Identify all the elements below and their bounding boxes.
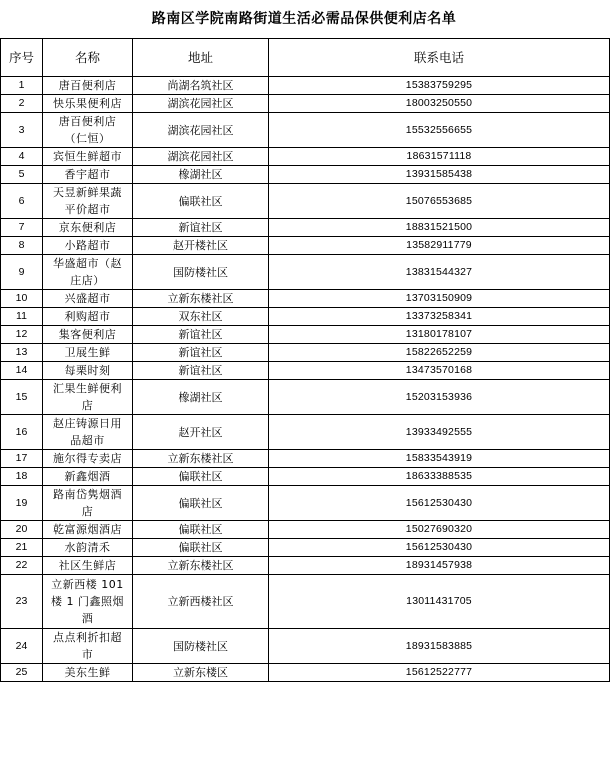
cell-name-line: （仁恒） (64, 132, 111, 145)
cell-address: 新谊社区 (133, 344, 269, 362)
cell-name-line: 唐百便利店 (58, 79, 117, 92)
cell-address: 立新东楼社区 (133, 290, 269, 308)
cell-index: 3 (1, 113, 43, 148)
cell-name-line: 立新西楼 101 (51, 578, 124, 591)
header-name: 名称 (43, 39, 133, 77)
header-index: 序号 (1, 39, 43, 77)
cell-phone: 13473570168 (269, 362, 610, 380)
cell-name (43, 468, 133, 486)
cell-index: 21 (1, 539, 43, 557)
cell-name (43, 557, 133, 575)
cell-index: 4 (1, 148, 43, 166)
cell-phone: 15833543919 (269, 450, 610, 468)
cell-name (43, 237, 133, 255)
cell-index: 22 (1, 557, 43, 575)
cell-name-line: 赵庄铸源日用 (53, 417, 122, 430)
cell-phone: 13011431705 (269, 575, 610, 629)
cell-phone: 18931583885 (269, 629, 610, 664)
cell-name-line: 乾富源烟酒店 (53, 523, 122, 536)
cell-phone: 13582911779 (269, 237, 610, 255)
cell-address: 湖滨花园社区 (133, 113, 269, 148)
cell-name-line: 酒 (81, 612, 94, 625)
table-body (1, 77, 610, 682)
header-address: 地址 (133, 39, 269, 77)
cell-phone: 15612530430 (269, 486, 610, 521)
cell-name-line: 路南岱隽烟酒 (53, 488, 122, 501)
cell-name (43, 521, 133, 539)
cell-address: 偏联社区 (133, 539, 269, 557)
cell-name-line: 水韵清禾 (64, 541, 111, 554)
cell-name-line: 小路超市 (64, 239, 111, 252)
cell-name-line: 兴盛超市 (64, 292, 111, 305)
table-row (1, 344, 610, 362)
table-row (1, 219, 610, 237)
cell-phone: 18831521500 (269, 219, 610, 237)
table-row (1, 255, 610, 290)
cell-name (43, 415, 133, 450)
cell-index: 25 (1, 664, 43, 682)
cell-phone: 15076553685 (269, 184, 610, 219)
cell-name-line: 京东便利店 (58, 221, 117, 234)
cell-name-line: 新鑫烟酒 (64, 470, 111, 483)
cell-address: 双东社区 (133, 308, 269, 326)
table-row (1, 77, 610, 95)
cell-name (43, 664, 133, 682)
cell-name (43, 95, 133, 113)
cell-address: 赵开楼社区 (133, 237, 269, 255)
cell-name (43, 184, 133, 219)
table-row (1, 380, 610, 415)
cell-address: 偏联社区 (133, 184, 269, 219)
table-row (1, 148, 610, 166)
cell-index: 15 (1, 380, 43, 415)
cell-address: 尚湖名筑社区 (133, 77, 269, 95)
table-row (1, 237, 610, 255)
cell-index: 16 (1, 415, 43, 450)
cell-name (43, 629, 133, 664)
table-row (1, 539, 610, 557)
table-row (1, 113, 610, 148)
cell-address: 立新东楼社区 (133, 450, 269, 468)
cell-index: 11 (1, 308, 43, 326)
cell-name (43, 77, 133, 95)
cell-phone: 13373258341 (269, 308, 610, 326)
table-row (1, 95, 610, 113)
cell-name-line: 点点利折扣超 (53, 631, 122, 644)
cell-phone: 15822652259 (269, 344, 610, 362)
cell-name (43, 308, 133, 326)
cell-address: 立新东楼区 (133, 664, 269, 682)
table-row (1, 184, 610, 219)
cell-name (43, 362, 133, 380)
cell-name-line: 店 (81, 399, 94, 412)
cell-address: 国防楼社区 (133, 255, 269, 290)
table-row (1, 486, 610, 521)
table-row (1, 450, 610, 468)
cell-phone: 18931457938 (269, 557, 610, 575)
cell-index: 6 (1, 184, 43, 219)
cell-name-line: 每栗时刻 (64, 364, 111, 377)
table-row (1, 664, 610, 682)
cell-name (43, 219, 133, 237)
cell-name (43, 380, 133, 415)
cell-index: 5 (1, 166, 43, 184)
cell-name (43, 290, 133, 308)
cell-name-line: 华盛超市（赵 (53, 257, 122, 270)
cell-name-line: 社区生鲜店 (58, 559, 117, 572)
table-row (1, 362, 610, 380)
cell-phone: 13831544327 (269, 255, 610, 290)
cell-index: 18 (1, 468, 43, 486)
cell-address: 立新东楼社区 (133, 557, 269, 575)
cell-phone: 13931585438 (269, 166, 610, 184)
table-row (1, 575, 610, 629)
sheet-title: 路南区学院南路街道生活必需品保供便利店名单 (151, 11, 457, 27)
cell-phone: 15612522777 (269, 664, 610, 682)
cell-index: 7 (1, 219, 43, 237)
cell-index: 1 (1, 77, 43, 95)
cell-address: 立新西楼社区 (133, 575, 269, 629)
cell-index: 10 (1, 290, 43, 308)
cell-name (43, 486, 133, 521)
cell-address: 赵开社区 (133, 415, 269, 450)
table-row (1, 326, 610, 344)
cell-name-line: 庄店） (70, 274, 105, 287)
cell-name-line: 店 (81, 505, 94, 518)
cell-address: 新谊社区 (133, 326, 269, 344)
cell-name-line: 天昱新鲜果蔬 (53, 186, 122, 199)
cell-index: 23 (1, 575, 43, 629)
cell-phone: 15532556655 (269, 113, 610, 148)
cell-index: 8 (1, 237, 43, 255)
cell-name-line: 楼 1 门鑫照烟 (51, 595, 124, 608)
cell-phone: 18631571118 (269, 148, 610, 166)
table-row (1, 521, 610, 539)
cell-name-line: 美东生鲜 (64, 666, 111, 679)
cell-name (43, 539, 133, 557)
cell-name-line: 卫展生鲜 (64, 346, 111, 359)
cell-phone: 15383759295 (269, 77, 610, 95)
cell-name (43, 166, 133, 184)
table-row (1, 415, 610, 450)
cell-phone: 15027690320 (269, 521, 610, 539)
cell-name (43, 450, 133, 468)
cell-name-line: 平价超市 (64, 203, 111, 216)
cell-address: 偏联社区 (133, 521, 269, 539)
cell-index: 20 (1, 521, 43, 539)
cell-phone: 15612530430 (269, 539, 610, 557)
cell-index: 19 (1, 486, 43, 521)
cell-name-line: 市 (81, 648, 94, 661)
cell-name (43, 148, 133, 166)
cell-index: 14 (1, 362, 43, 380)
table-row (1, 308, 610, 326)
cell-address: 新谊社区 (133, 362, 269, 380)
cell-address: 橡湖社区 (133, 166, 269, 184)
cell-name-line: 香宇超市 (64, 168, 111, 181)
cell-name-line: 品超市 (70, 434, 105, 447)
cell-name (43, 113, 133, 148)
cell-index: 24 (1, 629, 43, 664)
cell-index: 12 (1, 326, 43, 344)
cell-name-line: 汇果生鲜便利 (53, 382, 122, 395)
cell-name (43, 326, 133, 344)
table-row (1, 166, 610, 184)
cell-phone: 15203153936 (269, 380, 610, 415)
cell-index: 17 (1, 450, 43, 468)
cell-phone: 18633388535 (269, 468, 610, 486)
cell-address: 湖滨花园社区 (133, 148, 269, 166)
header-phone: 联系电话 (269, 39, 610, 77)
cell-phone: 13933492555 (269, 415, 610, 450)
table-row (1, 557, 610, 575)
cell-name-line: 宾恒生鲜超市 (53, 150, 122, 163)
store-list-table (0, 38, 610, 682)
cell-index: 2 (1, 95, 43, 113)
header-row (1, 39, 610, 77)
cell-address: 新谊社区 (133, 219, 269, 237)
cell-index: 9 (1, 255, 43, 290)
cell-index: 13 (1, 344, 43, 362)
cell-phone: 13703150909 (269, 290, 610, 308)
cell-phone: 13180178107 (269, 326, 610, 344)
cell-name-line: 唐百便利店 (58, 115, 117, 128)
cell-address: 偏联社区 (133, 468, 269, 486)
cell-name-line: 快乐果便利店 (53, 97, 122, 110)
cell-address: 橡湖社区 (133, 380, 269, 415)
cell-name (43, 255, 133, 290)
cell-name-line: 利购超市 (64, 310, 111, 323)
table-row (1, 629, 610, 664)
cell-phone: 18003250550 (269, 95, 610, 113)
cell-address: 国防楼社区 (133, 629, 269, 664)
cell-name (43, 344, 133, 362)
table-row (1, 290, 610, 308)
table-row (1, 468, 610, 486)
cell-address: 湖滨花园社区 (133, 95, 269, 113)
cell-name-line: 集客便利店 (58, 328, 117, 341)
cell-name (43, 575, 133, 629)
cell-address: 偏联社区 (133, 486, 269, 521)
cell-name-line: 施尔得专卖店 (53, 452, 122, 465)
